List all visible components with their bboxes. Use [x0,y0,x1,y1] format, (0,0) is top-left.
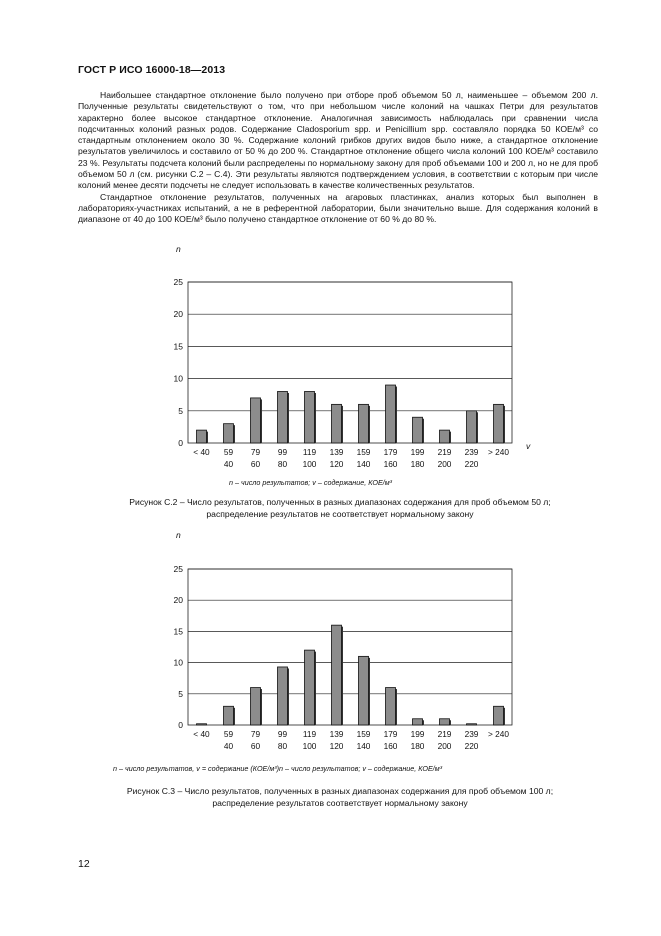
bar-shadow [414,419,424,443]
body-text [78,90,598,226]
x-tick-label: 180 [410,459,425,469]
x-tick-label: 119 [302,729,317,739]
bar [224,706,234,725]
bar [278,391,288,443]
bar-shadow [306,652,316,725]
x-tick-label: 239 [464,447,479,457]
x-tick-label: 139 [329,729,344,739]
bar [413,719,423,725]
x-tick-label: 80 [277,459,288,469]
x-tick-label: 120 [329,459,344,469]
y-tick-label: 5 [178,405,183,416]
x-tick-label: < 40 [193,729,210,739]
x-tick-label: 200 [437,741,452,751]
figure-c3-legend: n – число результатов, v = содержание (КОЕ/м³)n – число результатов; v – содержание, КОЕ/м³ [113,764,443,773]
x-tick-label: 199 [410,729,425,739]
bar-shadow [225,425,235,443]
x-tick-label: 220 [464,741,479,751]
page-number: 12 [78,858,90,870]
y-tick-label: 20 [173,309,183,320]
x-tick-label: 60 [250,459,261,469]
bar [359,656,369,725]
bar-shadow [333,627,343,725]
bar [413,417,423,443]
bar [305,391,315,443]
x-tick-label: 79 [250,447,261,457]
x-tick-label: 200 [437,459,452,469]
x-tick-label: 179 [383,729,398,739]
x-tick-label: 59 [223,447,234,457]
bar-shadow [306,393,316,443]
x-tick-label: 179 [383,447,398,457]
bar [467,411,477,443]
bar [386,385,396,443]
bar [224,424,234,443]
y-axis-label: n [176,244,181,254]
figure-c3-caption-line1: Рисунок С.3 – Число результатов, полученных в разных диапазонах содержания для проб объемом 100 л; [126,786,554,796]
x-tick-label: 159 [356,729,371,739]
x-tick-label: 239 [464,729,479,739]
y-tick-label: 10 [173,373,183,384]
x-tick-label: 59 [223,729,234,739]
bar [440,430,450,443]
x-tick-label: 99 [277,729,288,739]
bar [251,688,261,725]
bar-shadow [360,658,370,725]
figure-c2-caption-line2: распределение результатов не соответствует нормальному закону [206,509,474,519]
x-tick-label: 140 [356,459,371,469]
bar [197,430,207,443]
y-tick-label: 0 [178,720,183,730]
bar-shadow [495,708,505,725]
x-tick-label: 199 [410,447,425,457]
x-tick-label: 60 [250,741,261,751]
x-axis-label: v [526,441,531,451]
figure-c2-legend: n – число результатов; v – содержание, КОЕ/м³ [229,478,393,487]
bar [332,404,342,443]
x-tick-label: 220 [464,459,479,469]
bar-shadow [414,720,424,725]
bar [332,625,342,725]
figure-c2-caption-line1: Рисунок С.2 – Число результатов, полученных в разных диапазонах содержания для проб объемом 50 л; [129,497,551,507]
x-tick-label: < 40 [193,447,210,457]
x-tick-label: 160 [383,459,398,469]
bar [359,404,369,443]
x-tick-label: 80 [277,741,288,751]
y-tick-label: 15 [173,341,183,352]
x-tick-label: 120 [329,741,344,751]
bar-shadow [468,412,478,443]
x-tick-label: 100 [302,459,317,469]
y-tick-label: 10 [173,657,183,668]
bar [494,404,504,443]
bar-shadow [252,399,262,443]
y-tick-label: 20 [173,595,183,606]
x-tick-label: > 240 [488,447,509,457]
x-tick-label: 40 [223,741,234,751]
bar-shadow [198,432,208,443]
plot-frame [188,569,512,725]
x-tick-label: 40 [223,459,234,469]
bar-shadow [333,406,343,443]
y-tick-label: 15 [173,626,183,637]
chart-1 [174,244,531,469]
bar-shadow [495,406,505,443]
bar [305,650,315,725]
x-tick-label: 160 [383,741,398,751]
bar-shadow [387,689,397,725]
bar-shadow [225,708,235,725]
paragraph: Наибольшее стандартное отклонение было получено при отборе проб объемом 50 л, наименьшее – объемом 200 л. Полученные результаты свидетельствуют о том, что при небольшом числе колоний на чашках Петри для результатов характерно более высокое стандартное отклонение. Аналогичная зависимость наблюдалась при сравнении числа подсчитанных колоний разных родов. Содержание Cladosporium spp. и Penicillium spp. составляло порядка 50 КОЕ/м³ со стандартным отклонением около 30 %. Содержание колоний грибков других видов было ниже, а стандартное отклонение результатов увеличилось и составило от 50 % до 200 %. Стандартное отклонение общего числа колоний 100 КОЕ/м³ составило 23 %. Результаты подсчета колоний были распределены по нормальному закону для проб объемами 100 и 200 л, но не для проб объемом 50 л (см. рисунки С.2 – С.4). Эти результаты являются подтверждением условия, в соответствии с которым при числе колоний менее десяти подсчеты не следует использовать в качестве количественных результатов. [78,90,598,191]
bar [494,706,504,725]
x-tick-label: 159 [356,447,371,457]
x-tick-label: 79 [250,729,261,739]
document-header: ГОСТ Р ИСО 16000-18—2013 [78,64,226,76]
bar-shadow [441,720,451,725]
y-tick-label: 0 [178,438,183,448]
bar-shadow [279,668,289,725]
bar-shadow [252,689,262,725]
y-tick-label: 5 [178,688,183,699]
x-tick-label: 119 [302,447,317,457]
x-tick-label: 140 [356,741,371,751]
bar [386,688,396,725]
bar-shadow [441,432,451,443]
x-tick-label: 100 [302,741,317,751]
x-tick-label: 99 [277,447,288,457]
x-tick-label: > 240 [488,729,509,739]
x-tick-label: 180 [410,741,425,751]
y-axis-label: n [176,530,181,540]
bar-shadow [387,387,397,443]
bar [278,667,288,725]
y-tick-label: 25 [173,564,183,574]
plot-frame [188,282,512,443]
bar [467,724,477,725]
bar [197,724,207,725]
bar-shadow [360,406,370,443]
bar [440,719,450,725]
paragraph: Стандартное отклонение результатов, полученных на агаровых пластинках, анализ которых был выполнен в лабораториях-участниках испытаний, а не в референтной лаборатории, были значительно выше. Для содержания колоний в диапазоне от 40 до 100 КОЕ/м³ было получено стандартное отклонение от 60 % до 80 %. [78,191,598,225]
x-tick-label: 139 [329,447,344,457]
y-tick-label: 25 [173,277,183,287]
figure-c3-caption-line2: распределение результатов соответствует нормальному закону [212,798,468,808]
chart-2 [174,530,512,751]
x-tick-label: 219 [437,447,452,457]
x-tick-label: 219 [437,729,452,739]
bar-shadow [279,393,289,443]
bar [251,398,261,443]
